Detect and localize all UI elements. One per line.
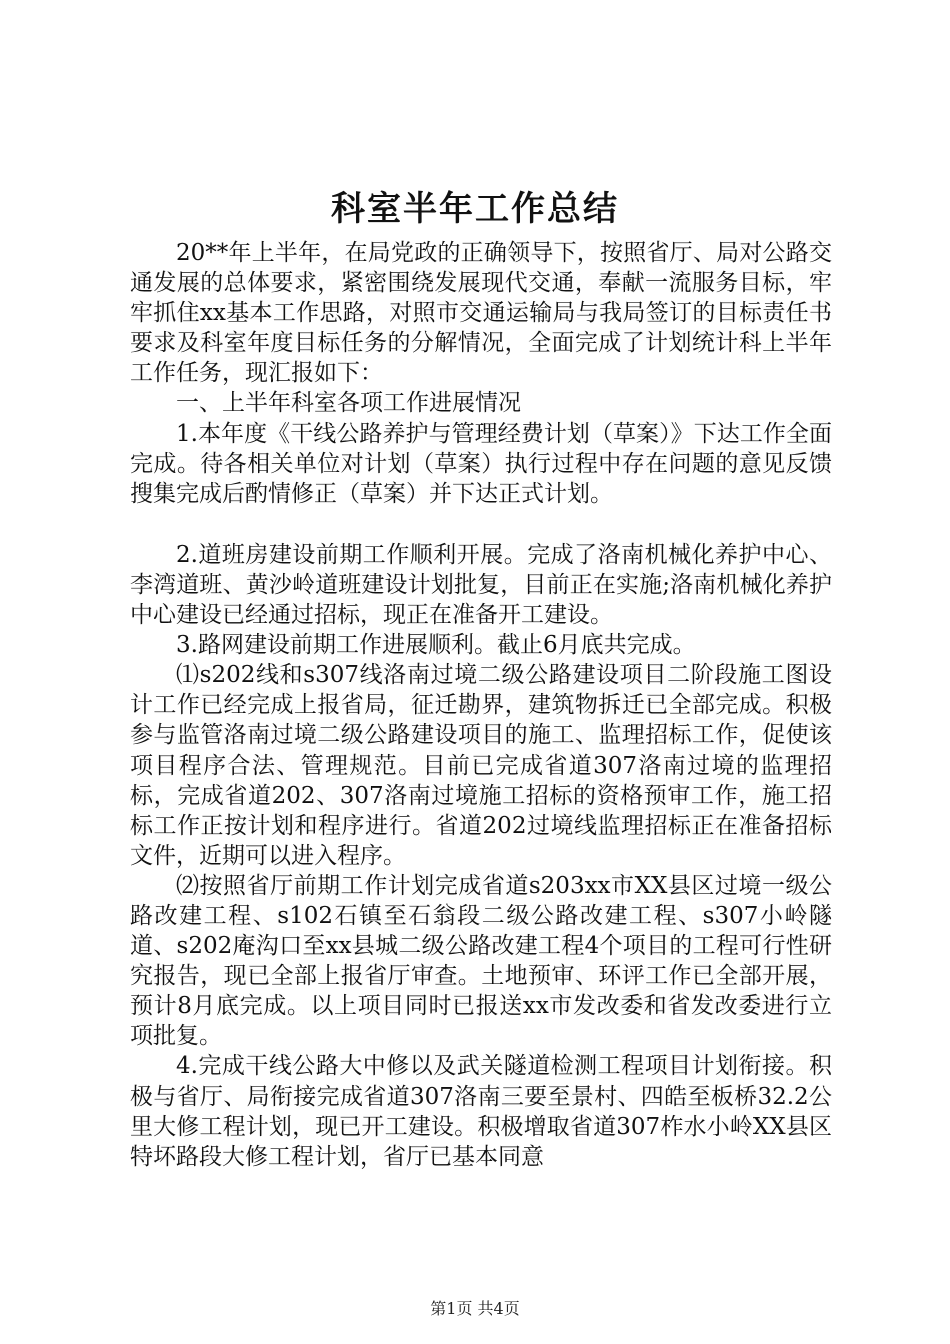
intro-paragraph: 20**年上半年，在局党政的正确领导下，按照省厅、局对公路交通发展的总体要求，紧密围绕发展现代交通，奉献一流服务目标，牢牢抓住xx基本工作思路，对照市交通运输局与我局签订的目标责任书要求及科室年度目标任务的分解情况，全面完成了计划统计科上半年工作任务，现汇报如下： bbox=[130, 240, 832, 387]
document-title: 科室半年工作总结 bbox=[331, 189, 619, 229]
item-2-paragraph: 2.道班房建设前期工作顺利开展。完成了洛南机械化养护中心、李湾道班、黄沙岭道班建设计划批复，目前正在实施;洛南机械化养护中心建设已经通过招标，现正在准备开工建设。 bbox=[130, 541, 832, 629]
document-body bbox=[130, 238, 832, 1172]
page-footer: 第1页 共4页 bbox=[430, 1299, 520, 1318]
item-3-paragraph: 3.路网建设前期工作进展顺利。截止6月底共完成。 bbox=[176, 632, 696, 659]
item-4-paragraph: 4.完成干线公路大中修以及武关隧道检测工程项目计划衔接。积极与省厅、局衔接完成省道307洛南三要至景村、四皓至板桥32.2公里大修工程计划，现已开工建设。积极增取省道307柞水小岭XX县区特坏路段大修工程计划，省厅已基本同意 bbox=[130, 1053, 832, 1170]
item-3-sub-2-paragraph: ⑵按照省厅前期工作计划完成省道s203xx市XX县区过境一级公路改建工程、s102石镇至石翁段二级公路改建工程、s307小岭隧道、s202庵沟口至xx县城二级公路改建工程4个项目的工程可行性研究报告，现已全部上报省厅审查。土地预审、环评工作已全部开展，预计8月底完成。以上项目同时已报送xx市发改委和省发改委进行立项批复。 bbox=[130, 872, 832, 1050]
section-heading: 一、上半年科室各项工作进展情况 bbox=[176, 390, 521, 417]
item-1-paragraph: 1.本年度《干线公路养护与管理经费计划（草案）》下达工作全面完成。待各相关单位对计划（草案）执行过程中存在问题的意见反馈搜集完成后酌情修正（草案）并下达正式计划。 bbox=[130, 420, 832, 507]
item-3-sub-1-paragraph: ⑴s202线和s307线洛南过境二级公路建设项目二阶段施工图设计工作已经完成上报省局，征迁勘界，建筑物拆迁已全部完成。积极参与监管洛南过境二级公路建设项目的施工、监理招标工作，促使该项目程序合法、管理规范。目前已完成省道307洛南过境的监理招标，完成省道202、307洛南过境施工招标的资格预审工作，施工招标工作正按计划和程序进行。省道202过境线监理招标正在准备招标文件，近期可以进入程序。 bbox=[130, 662, 832, 869]
